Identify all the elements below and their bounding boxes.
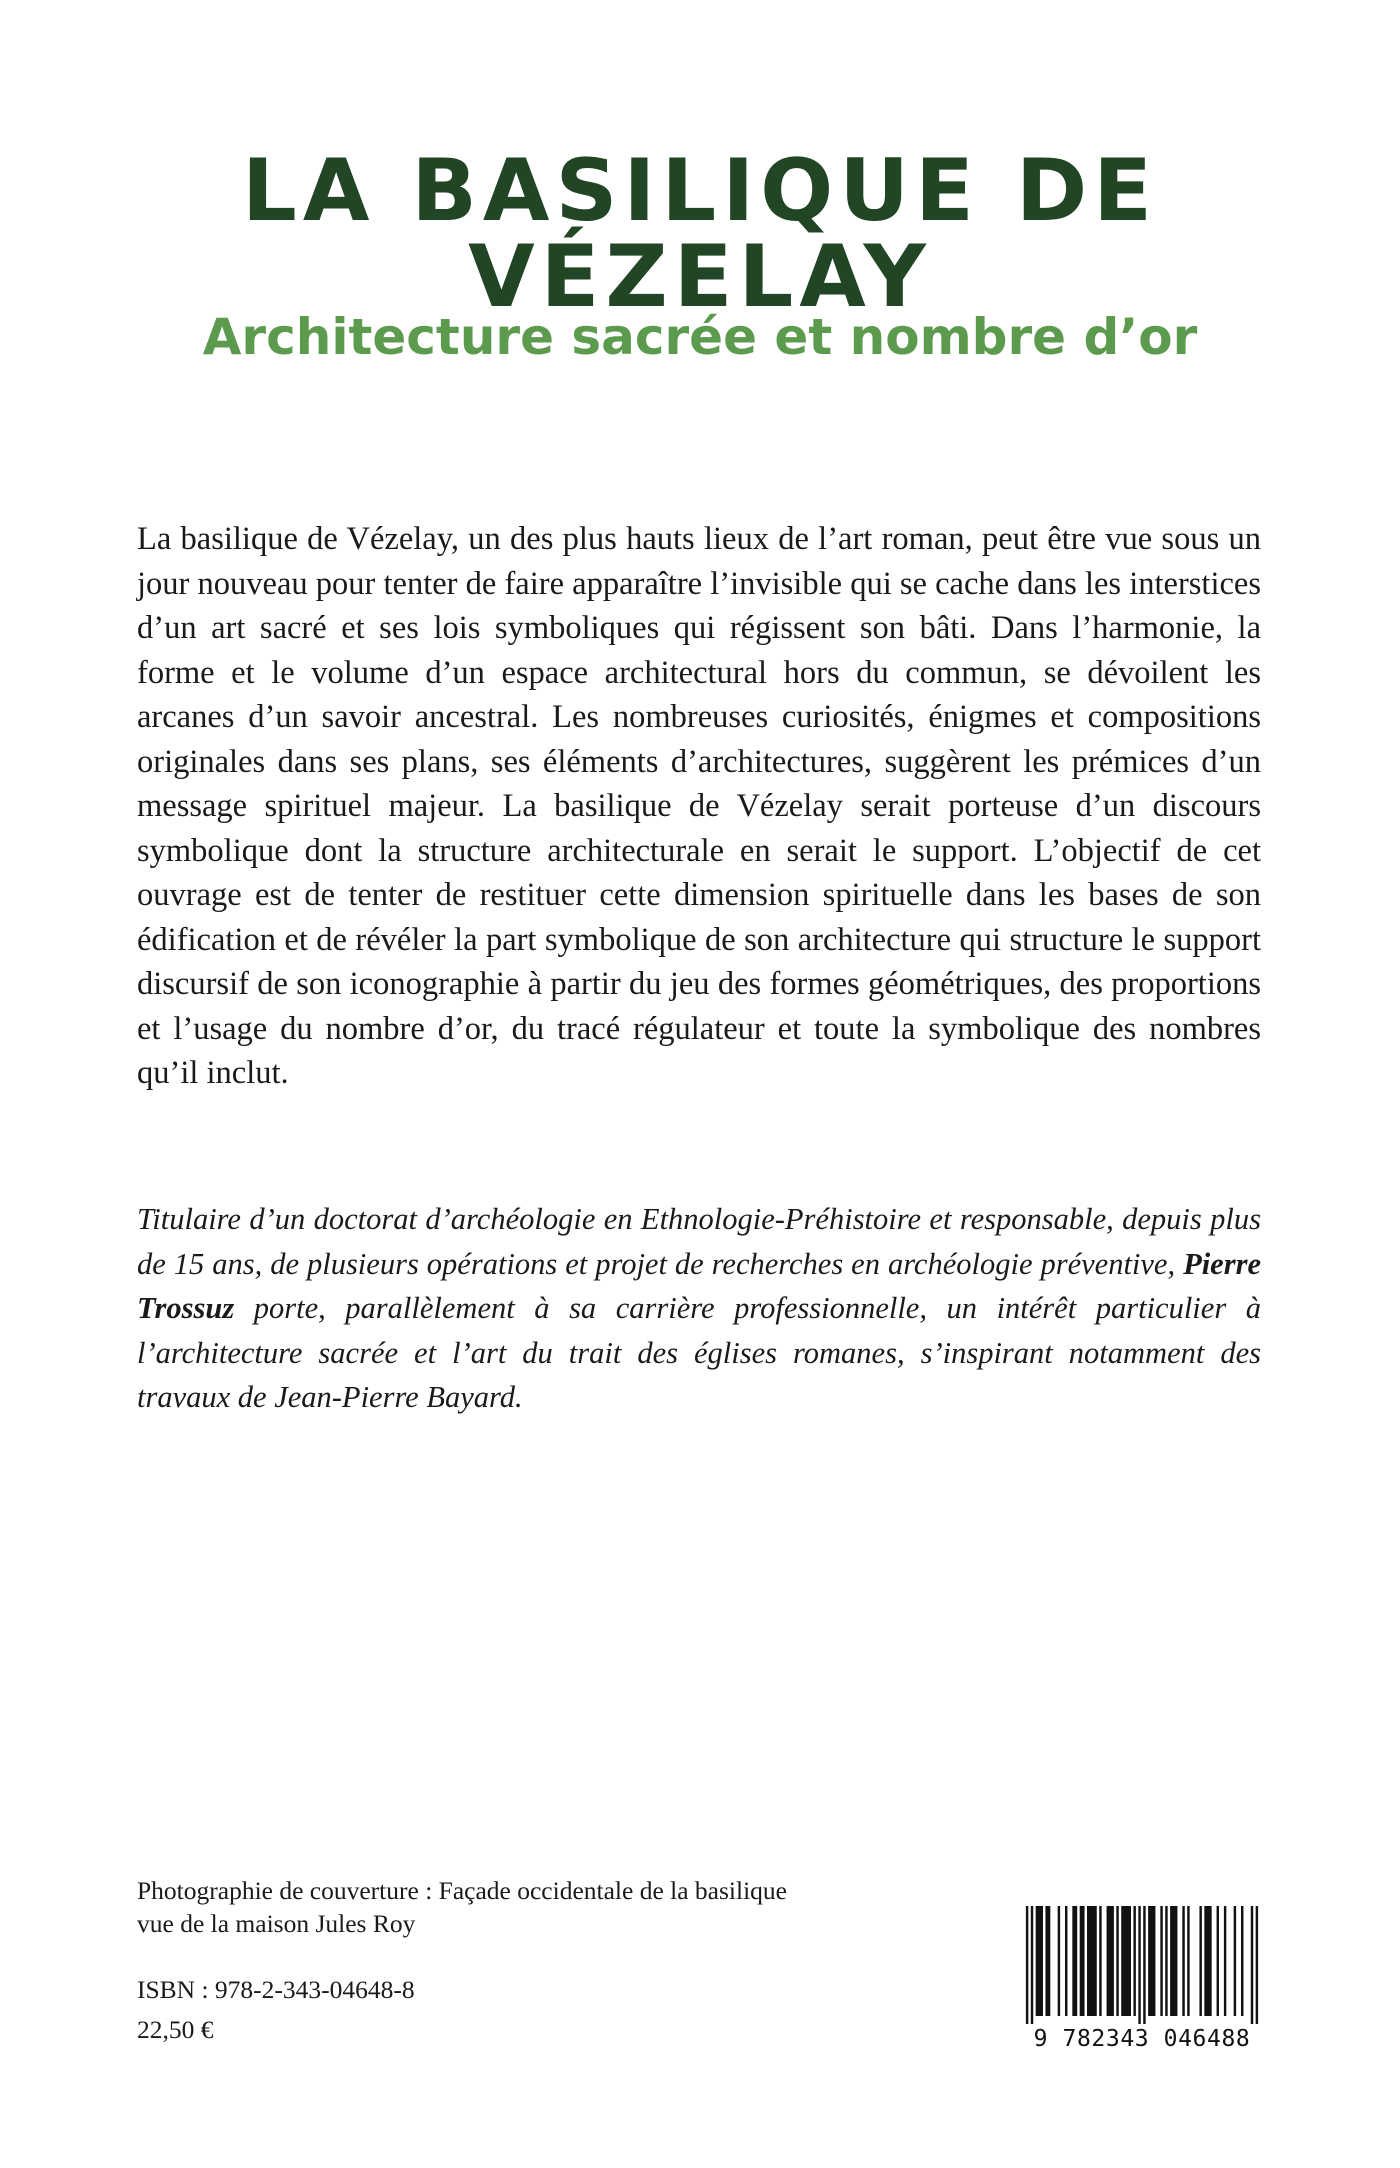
author-bio-rest: porte, parallèlement à sa carrière professionnelle, un intérêt particulier à l’architecture sacrée et l’art du trait des églises romanes, s’inspirant notamment des travaux de Jean-Pierre Bayard. xyxy=(137,1291,1261,1414)
barcode-bar xyxy=(1251,1906,1253,2024)
barcode-bar xyxy=(1217,1906,1219,2016)
barcode-bar xyxy=(1031,1906,1033,2024)
summary-paragraph: La basilique de Vézelay, un des plus hauts lieux de l’art roman, peut être vue sous un jour nouveau pour tenter de faire apparaître l’invisible qui se cache dans les interstices d’un art sacré et ses lois symboliques qui régissent son bâti. Dans l’harmonie, la forme et le volume d’un espace architectural hors du commun, se dévoilent les arcanes d’un savoir ancestral. Les nombreuses curiosités, énigmes et compositions originales dans ses plans, ses éléments d’architectures, suggèrent les prémices d’un message spirituel majeur. La basilique de Vézelay serait porteuse d’un discours symbolique dont la structure architecturale en serait le support. L’objectif de cet ouvrage est de tenter de restituer cette dimension spirituelle dans les bases de son édification et de révéler la part symbolique de son architecture qui structure le support discursif de son iconographie à partir du jeu des formes géométriques, des proportions et l’usage du nombre d’or, du tracé régulateur et toute la symbolique des nombres qu’il inclut. xyxy=(137,521,1261,1091)
barcode-bar xyxy=(1065,1906,1067,2016)
barcode-bar xyxy=(1182,1906,1184,2016)
barcode-bar xyxy=(1187,1906,1189,2016)
photo-credit xyxy=(137,1874,857,1940)
book-title: LA BASILIQUE DE VÉZELAY xyxy=(242,141,1158,327)
barcode-bar xyxy=(1116,1906,1118,2016)
barcode-bar xyxy=(1026,1906,1028,2024)
barcode-bar xyxy=(1170,1906,1177,2016)
barcode-bar xyxy=(1199,1906,1201,2016)
barcode-bar xyxy=(1165,1906,1167,2016)
author-bio xyxy=(137,1197,1261,1420)
barcode-bar xyxy=(1058,1906,1060,2016)
book-subtitle: Architecture sacrée et nombre d’or xyxy=(202,308,1198,366)
barcode-bar xyxy=(1072,1906,1077,2016)
barcode-bar xyxy=(1133,1906,1135,2016)
photo-credit-line1: Photographie de couverture : Façade occidentale de la basilique xyxy=(137,1876,787,1905)
barcode-bar xyxy=(1160,1906,1162,2016)
barcode-bar xyxy=(1036,1906,1043,2016)
barcode-bar xyxy=(1143,1906,1145,2024)
barcode-bars xyxy=(1021,1906,1263,2024)
barcode-digits: 9 782343 046488 xyxy=(1033,2026,1251,2052)
author-bio-intro: Titulaire d’un doctorat d’archéologie en Ethnologie-Préhistoire et responsable, depuis plus de 15 ans, de plusieurs opérations et projet de recherches en archéologie préventive, xyxy=(137,1202,1261,1281)
barcode-bar xyxy=(1107,1906,1114,2016)
barcode-bar xyxy=(1087,1906,1097,2016)
barcode-bar xyxy=(1121,1906,1131,2016)
barcode-bar xyxy=(1204,1906,1211,2016)
barcode-bar xyxy=(1148,1906,1155,2016)
barcode-bar xyxy=(1138,1906,1140,2024)
barcode-bar xyxy=(1080,1906,1085,2016)
author-name: Pierre Trossuz xyxy=(137,1246,1261,1325)
barcode-bar xyxy=(1234,1906,1236,2016)
barcode-bar xyxy=(1256,1906,1258,2024)
barcode-bar xyxy=(1224,1906,1226,2016)
price-label: 22,50 € xyxy=(137,2015,214,2044)
barcode-bar xyxy=(1241,1906,1243,2016)
barcode-bar xyxy=(1099,1906,1101,2016)
barcode-bar xyxy=(1045,1906,1050,2016)
photo-credit-line2: vue de la maison Jules Roy xyxy=(137,1909,416,1938)
barcode xyxy=(1021,1906,1263,2060)
isbn-number: ISBN : 978-2-343-04648-8 xyxy=(137,1975,415,2004)
